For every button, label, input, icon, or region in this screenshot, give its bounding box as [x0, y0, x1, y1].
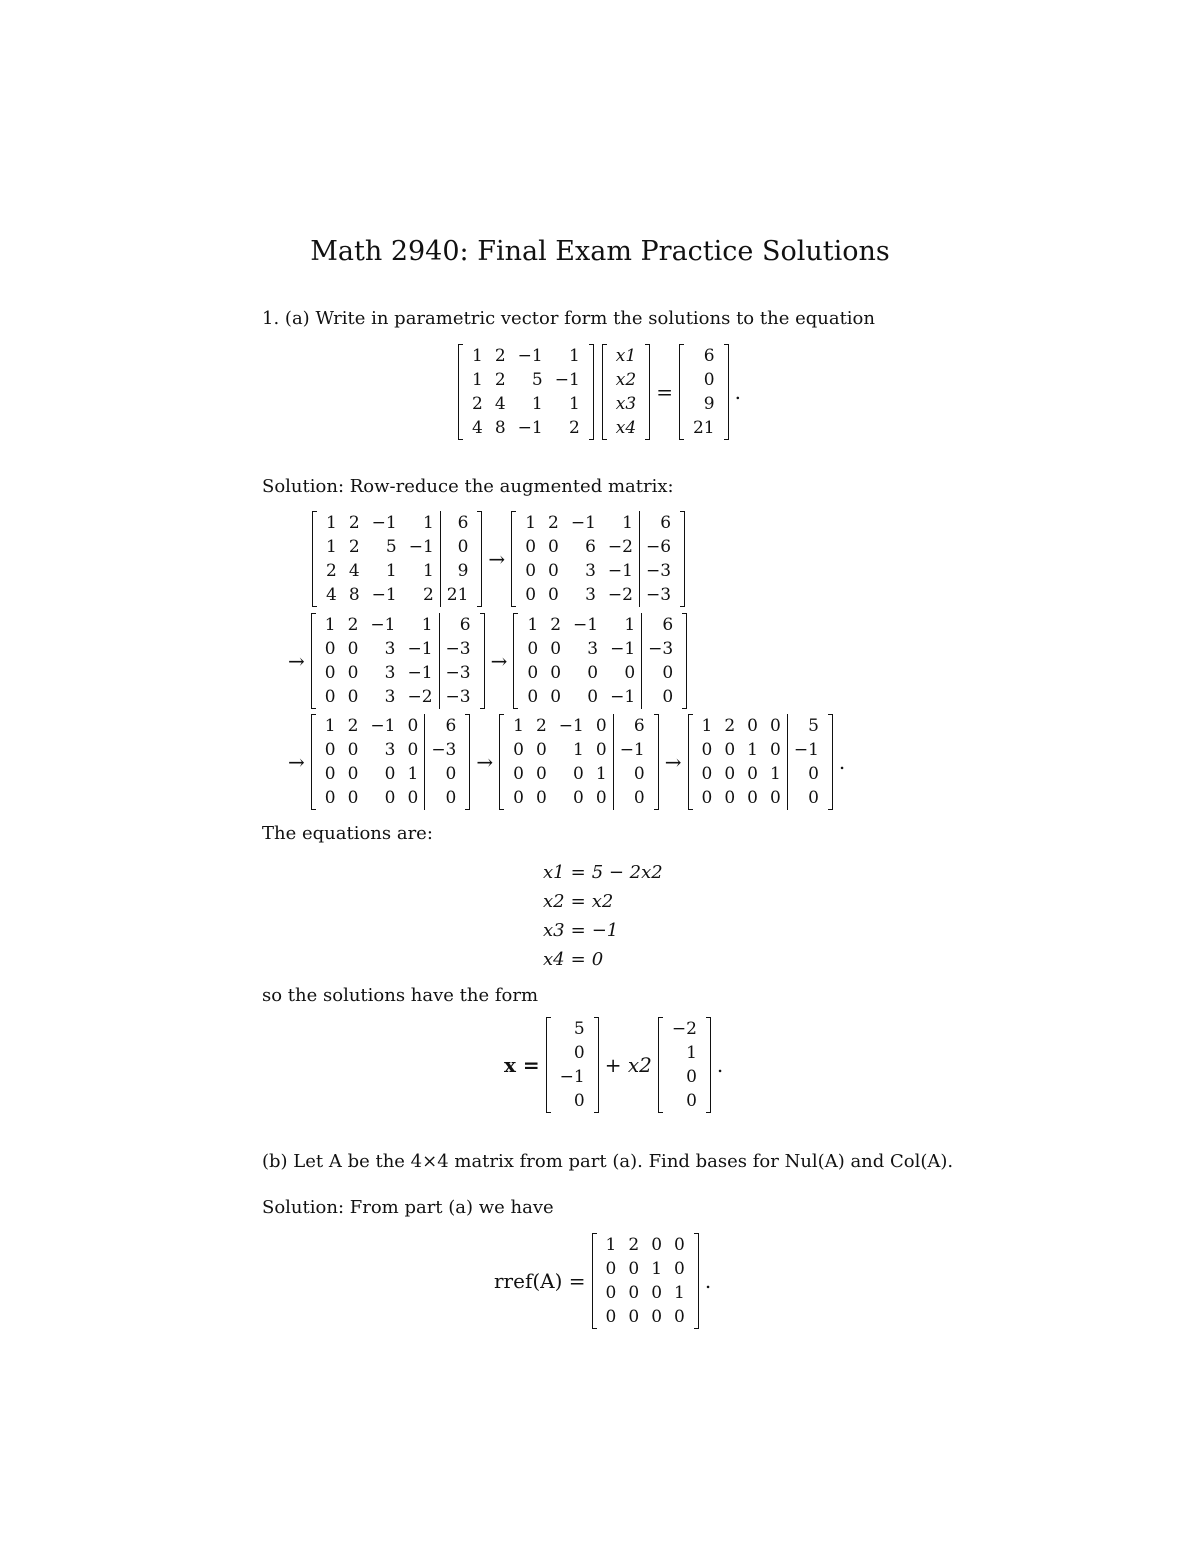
matrix-entry: 1 [747, 740, 758, 760]
matrix-entry: 0 [550, 663, 562, 683]
question-1b: (b) Let A be the 4×4 matrix from part (a). Find bases for Nul(A) and Col(A). [262, 1151, 954, 1172]
matrix-entry: 0 [525, 585, 537, 605]
augmented-matrix-step-3 [311, 613, 485, 709]
rref-matrix [592, 1233, 699, 1329]
matrix-entry: −3 [642, 637, 680, 661]
equation-rhs: 0 [591, 949, 604, 970]
matrix-entry: 0 [324, 687, 336, 707]
equation-rhs: 5 − 2x2 [591, 862, 663, 883]
matrix-entry: 1 [385, 561, 397, 581]
matrix-entry: −1 [610, 639, 636, 659]
matrix-entry: 0 [724, 740, 736, 760]
matrix-entry: 0 [605, 1283, 617, 1303]
matrix-entry: −1 [558, 716, 584, 736]
equation-period: . [734, 380, 741, 404]
matrix-entry: 2 [494, 370, 506, 390]
matrix-entry: 0 [513, 788, 524, 808]
matrix-entry: −1 [370, 615, 396, 635]
matrix-entry: 1 [770, 764, 781, 784]
matrix-entry: −1 [573, 615, 599, 635]
equation-lhs: x2 [543, 891, 565, 912]
matrix-entry: 0 [384, 764, 396, 784]
matrix-entry: −1 [607, 561, 633, 581]
row-reduction-line-2 [282, 613, 687, 709]
matrix-entry: 0 [347, 788, 359, 808]
solution-vector-label: x = [504, 1053, 540, 1077]
matrix-entry: 0 [548, 561, 559, 581]
matrix-entry: 1 [407, 764, 419, 784]
matrix-entry: x1 [615, 346, 637, 366]
equation-rhs: x2 [591, 891, 614, 912]
matrix-entry: 0 [674, 1235, 685, 1255]
matrix-entry: 6 [639, 511, 677, 535]
matrix-entry: 3 [384, 740, 396, 760]
matrix-entry: 4 [348, 561, 360, 581]
matrix-entry: 1 [622, 513, 633, 533]
matrix-entry: 1 [527, 615, 539, 635]
plus-free-variable: + x2 [604, 1053, 652, 1077]
matrix-entry: −1 [559, 1067, 585, 1087]
matrix-entry: 0 [525, 561, 537, 581]
rhs-vector [679, 344, 729, 440]
matrix-entry: 0 [573, 1091, 585, 1111]
rref-label: rref(A) = [494, 1269, 586, 1293]
matrix-entry: 0 [535, 740, 547, 760]
matrix-entry: 2 [422, 585, 434, 605]
row-reduction-line-3 [282, 714, 851, 810]
question-prompt: Write in parametric vector form the solutions to the equation [315, 308, 875, 329]
matrix-entry: 0 [628, 1283, 640, 1303]
matrix-entry: 2 [348, 537, 360, 557]
question-part: (a) [284, 308, 310, 329]
matrix-entry: 0 [527, 687, 539, 707]
solution-1b: Solution: From part (a) we have [262, 1197, 554, 1218]
augmented-matrix-step-2 [511, 511, 685, 607]
matrix-entry: −2 [607, 585, 633, 605]
matrix-entry: 2 [724, 716, 736, 736]
matrix-entry: 0 [407, 716, 419, 736]
matrix-entry: 0 [605, 1259, 617, 1279]
parametric-solution [498, 1017, 729, 1113]
solution-label: Solution: [262, 476, 345, 497]
matrix-entry: 0 [787, 762, 825, 786]
matrix-entry: 0 [425, 762, 463, 786]
matrix-entry: 0 [595, 788, 607, 808]
matrix-entry: 0 [613, 762, 651, 786]
matrix-entry: 1 [531, 394, 543, 414]
matrix-entry: 0 [770, 716, 781, 736]
matrix-entry: −1 [407, 663, 433, 683]
matrix-entry: 0 [587, 687, 599, 707]
matrix-entry: x3 [615, 394, 637, 414]
matrix-entry: 2 [628, 1235, 640, 1255]
equation-row [540, 945, 666, 974]
matrix-entry: 21 [692, 418, 715, 438]
matrix-entry: 6 [439, 613, 477, 637]
matrix-entry: 0 [324, 639, 336, 659]
matrix-entry: 0 [674, 1259, 685, 1279]
equation-row [540, 916, 666, 945]
matrix-entry: 0 [703, 370, 715, 390]
matrix-entry: 0 [747, 716, 758, 736]
equation-equals: = [570, 949, 586, 970]
matrix-entry: 0 [513, 764, 524, 784]
matrix-entry: −1 [517, 418, 543, 438]
matrix-entry: 1 [624, 615, 636, 635]
matrix-entry: 1 [324, 615, 336, 635]
matrix-entry: 1 [686, 1043, 697, 1063]
form-intro: so the solutions have the form [262, 985, 539, 1006]
solution-intro [262, 476, 674, 497]
matrix-entry: 0 [605, 1307, 617, 1327]
coefficient-matrix [458, 344, 594, 440]
matrix-entry: 0 [770, 740, 781, 760]
arrow-icon: → [490, 649, 508, 673]
matrix-period: . [838, 750, 846, 774]
matrix-entry: x4 [615, 418, 637, 438]
matrix-entry: 0 [347, 740, 359, 760]
matrix-entry: 1 [324, 716, 336, 736]
matrix-entry: −1 [787, 738, 825, 762]
matrix-entry: −3 [425, 738, 463, 762]
matrix-entry: 0 [686, 1091, 697, 1111]
matrix-entry: 0 [628, 1259, 640, 1279]
equation-equals: = [570, 891, 586, 912]
matrix-entry: 0 [535, 788, 547, 808]
form-period: . [716, 1053, 724, 1077]
matrix-entry: 0 [724, 764, 736, 784]
matrix-entry: 3 [587, 639, 599, 659]
matrix-entry: 0 [548, 537, 559, 557]
matrix-entry: 1 [421, 615, 433, 635]
equations-intro: The equations are: [262, 823, 433, 844]
matrix-entry: 2 [347, 716, 359, 736]
matrix-entry: 1 [674, 1283, 685, 1303]
matrix-entry: 0 [642, 685, 680, 709]
matrix-entry: 2 [348, 513, 360, 533]
matrix-entry: −3 [439, 661, 477, 685]
matrix-entry: 2 [535, 716, 547, 736]
direction-vector [658, 1017, 711, 1113]
particular-vector [546, 1017, 599, 1113]
matrix-entry: 0 [595, 740, 607, 760]
matrix-entry: 1 [651, 1259, 663, 1279]
matrix-entry: 0 [724, 788, 736, 808]
matrix-entry: 21 [440, 583, 474, 607]
matrix-entry: 0 [384, 788, 396, 808]
equation-system [458, 344, 747, 440]
matrix-entry: −2 [607, 537, 633, 557]
augmented-matrix-step-4 [513, 613, 687, 709]
matrix-entry: 1 [573, 740, 584, 760]
matrix-entry: 0 [613, 786, 651, 810]
rref-period: . [704, 1269, 712, 1293]
matrix-entry: 4 [494, 394, 506, 414]
matrix-entry: 4 [472, 418, 483, 438]
matrix-entry: 0 [770, 788, 781, 808]
matrix-entry: 5 [385, 537, 397, 557]
matrix-entry: 0 [624, 663, 636, 683]
matrix-entry: 5 [531, 370, 543, 390]
matrix-entry: −1 [370, 716, 396, 736]
page-title: Math 2940: Final Exam Practice Solutions [310, 236, 890, 267]
matrix-entry: −1 [554, 370, 580, 390]
matrix-entry: 6 [585, 537, 596, 557]
matrix-entry: 0 [674, 1307, 685, 1327]
matrix-entry: −6 [639, 535, 677, 559]
matrix-entry: 1 [326, 513, 337, 533]
matrix-entry: −2 [407, 687, 433, 707]
matrix-entry: 3 [585, 561, 596, 581]
equation-equals: = [570, 862, 586, 883]
equation-row [540, 887, 666, 916]
matrix-entry: 0 [347, 639, 359, 659]
matrix-entry: 6 [440, 511, 474, 535]
matrix-entry: 4 [326, 585, 337, 605]
matrix-entry: 1 [525, 513, 537, 533]
row-reduction-line-1 [312, 511, 685, 607]
matrix-entry: 6 [425, 714, 463, 738]
matrix-entry: 0 [747, 764, 758, 784]
augmented-matrix-step-5 [311, 714, 471, 810]
matrix-entry: 0 [324, 764, 336, 784]
equation-lhs: x3 [543, 920, 565, 941]
equation-lhs: x4 [543, 949, 565, 970]
matrix-entry: −3 [439, 637, 477, 661]
matrix-entry: 0 [701, 788, 713, 808]
matrix-entry: 0 [573, 788, 584, 808]
matrix-entry: −1 [517, 346, 543, 366]
matrix-entry: −1 [371, 513, 397, 533]
matrix-entry: 0 [440, 535, 474, 559]
matrix-entry: x2 [615, 370, 637, 390]
matrix-entry: 0 [651, 1283, 663, 1303]
equation-rhs: −1 [591, 920, 619, 941]
equals-sign: = [656, 380, 673, 404]
matrix-entry: 1 [326, 537, 337, 557]
matrix-entry: 0 [324, 788, 336, 808]
matrix-entry: −1 [610, 687, 636, 707]
matrix-entry: 0 [425, 786, 463, 810]
matrix-entry: 0 [686, 1067, 697, 1087]
matrix-entry: 1 [472, 346, 483, 366]
matrix-entry: 0 [407, 788, 419, 808]
matrix-entry: 0 [407, 740, 419, 760]
matrix-entry: 0 [548, 585, 559, 605]
matrix-entry: 2 [326, 561, 337, 581]
arrow-icon: → [288, 649, 305, 673]
matrix-entry: 5 [573, 1019, 585, 1039]
arrow-icon: → [664, 750, 682, 774]
arrow-icon: → [488, 547, 506, 571]
matrix-entry: 0 [347, 764, 359, 784]
matrix-entry: 0 [525, 537, 537, 557]
matrix-entry: 8 [348, 585, 360, 605]
rref-equation [488, 1233, 717, 1329]
arrow-icon: → [476, 750, 494, 774]
matrix-entry: 0 [347, 687, 359, 707]
matrix-entry: −2 [671, 1019, 697, 1039]
solution-text: Row-reduce the augmented matrix: [349, 476, 674, 497]
matrix-entry: 0 [651, 1235, 663, 1255]
matrix-entry: −3 [639, 583, 677, 607]
matrix-entry: 0 [701, 740, 713, 760]
matrix-entry: −1 [570, 513, 596, 533]
matrix-entry: 1 [422, 513, 434, 533]
matrix-entry: 2 [548, 513, 559, 533]
question-number: 1. [262, 308, 280, 329]
matrix-entry: −1 [408, 537, 434, 557]
matrix-entry: 1 [472, 370, 483, 390]
matrix-entry: 0 [513, 740, 524, 760]
matrix-entry: 1 [568, 394, 580, 414]
question-1a [262, 308, 875, 329]
matrix-entry: −1 [407, 639, 433, 659]
matrix-entry: 0 [701, 764, 713, 784]
matrix-entry: 9 [703, 394, 715, 414]
matrix-entry: 1 [701, 716, 713, 736]
matrix-entry: 2 [494, 346, 506, 366]
matrix-entry: 2 [472, 394, 483, 414]
matrix-entry: 2 [550, 615, 562, 635]
arrow-icon: → [288, 750, 305, 774]
equation-lhs: x1 [543, 862, 565, 883]
matrix-entry: 0 [573, 1043, 585, 1063]
matrix-entry: 3 [384, 639, 396, 659]
matrix-entry: 3 [384, 687, 396, 707]
matrix-entry: 0 [527, 663, 539, 683]
matrix-entry: 2 [568, 418, 580, 438]
matrix-entry: 9 [440, 559, 474, 583]
matrix-entry: 0 [527, 639, 539, 659]
matrix-entry: 0 [324, 663, 336, 683]
variable-vector [602, 344, 650, 440]
augmented-matrix-step-7 [688, 714, 833, 810]
augmented-matrix-step-6 [499, 714, 659, 810]
matrix-entry: 8 [494, 418, 506, 438]
matrix-entry: 1 [605, 1235, 617, 1255]
matrix-entry: 1 [568, 346, 580, 366]
matrix-entry: 1 [513, 716, 524, 736]
equation-row [540, 858, 666, 887]
matrix-entry: 1 [595, 764, 607, 784]
matrix-entry: 0 [573, 764, 584, 784]
matrix-entry: 0 [787, 786, 825, 810]
matrix-entry: 6 [613, 714, 651, 738]
matrix-entry: −1 [371, 585, 397, 605]
equation-list [540, 858, 666, 974]
matrix-entry: 0 [595, 716, 607, 736]
matrix-entry: −3 [439, 685, 477, 709]
matrix-entry: 2 [347, 615, 359, 635]
matrix-entry: 0 [651, 1307, 663, 1327]
matrix-entry: −1 [613, 738, 651, 762]
matrix-entry: 0 [550, 687, 562, 707]
matrix-entry: 6 [642, 613, 680, 637]
matrix-entry: 0 [550, 639, 562, 659]
matrix-entry: 3 [384, 663, 396, 683]
matrix-entry: 0 [587, 663, 599, 683]
augmented-matrix-step-1 [312, 511, 482, 607]
matrix-entry: 5 [787, 714, 825, 738]
matrix-entry: 0 [535, 764, 547, 784]
matrix-entry: −3 [639, 559, 677, 583]
matrix-entry: 0 [347, 663, 359, 683]
matrix-entry: 0 [642, 661, 680, 685]
matrix-entry: 6 [703, 346, 715, 366]
matrix-entry: 0 [324, 740, 336, 760]
matrix-entry: 3 [585, 585, 596, 605]
matrix-entry: 0 [747, 788, 758, 808]
matrix-entry: 1 [422, 561, 434, 581]
matrix-entry: 0 [628, 1307, 640, 1327]
equation-equals: = [570, 920, 586, 941]
